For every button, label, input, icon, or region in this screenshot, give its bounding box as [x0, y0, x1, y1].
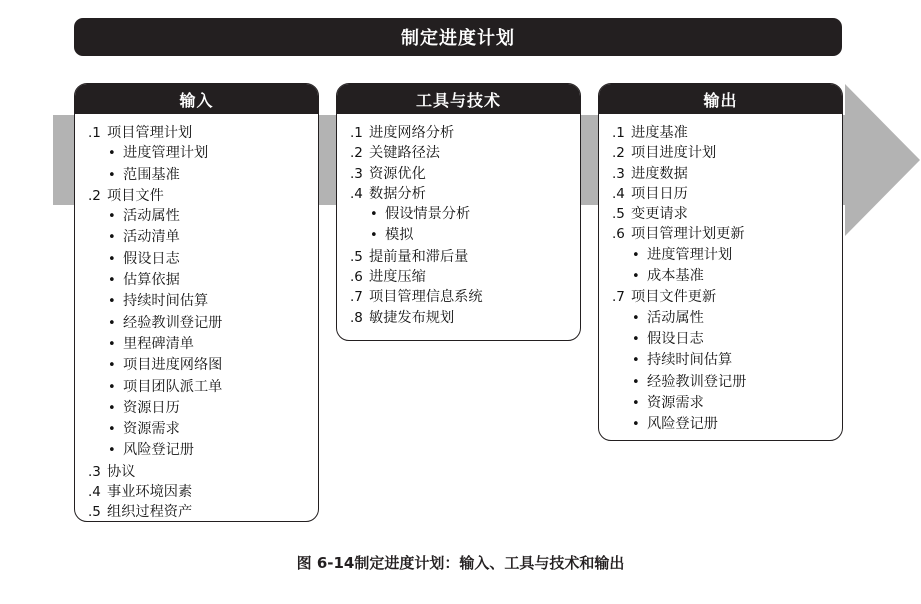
inputs-item-number: .1 [88, 125, 101, 141]
outputs-item-text: 持续时间估算 [647, 352, 733, 369]
bullet-icon: • [632, 269, 640, 285]
outputs-item-text: 项目日历 [631, 185, 688, 202]
diagram-title-text: 制定进度计划 [401, 28, 515, 49]
bullet-icon: • [108, 167, 116, 183]
outputs-item-text: 经验教训登记册 [647, 373, 747, 390]
inputs-item [88, 440, 318, 461]
outputs-item [612, 372, 842, 393]
tools-panel [336, 83, 581, 341]
diagram-title [74, 18, 842, 56]
inputs-item-text: 项目文件 [107, 187, 164, 204]
outputs-item-text: 活动属性 [647, 309, 704, 326]
outputs-item [612, 123, 842, 143]
outputs-item [612, 224, 842, 244]
bullet-icon: • [108, 146, 116, 162]
inputs-item-text: 进度管理计划 [123, 145, 209, 162]
bullet-icon: • [108, 273, 116, 289]
tools-item-text: 进度压缩 [369, 269, 426, 286]
bullet-icon: • [370, 207, 378, 223]
inputs-item-number: .2 [88, 187, 101, 204]
bullet-icon: • [632, 331, 640, 347]
outputs-item-text: 项目进度计划 [631, 145, 717, 162]
tools-item [350, 247, 580, 267]
bullet-icon: • [632, 417, 640, 433]
inputs-item [88, 291, 318, 312]
tools-item [350, 164, 580, 184]
outputs-item-text: 项目文件更新 [631, 289, 717, 306]
outputs-item-text: 进度基准 [631, 125, 688, 141]
tools-item-text: 数据分析 [369, 185, 426, 202]
tools-heading: 工具与技术 [337, 84, 580, 114]
outputs-item [612, 287, 842, 307]
tools-item-number: .2 [350, 145, 363, 162]
inputs-item-text: 假设日志 [123, 250, 180, 267]
outputs-item-number: .2 [612, 145, 625, 162]
inputs-item [88, 270, 318, 291]
inputs-item [88, 206, 318, 227]
bullet-icon: • [108, 400, 116, 416]
inputs-item-text: 范围基准 [123, 166, 180, 183]
tools-item-number: .4 [350, 185, 363, 202]
inputs-item [88, 502, 318, 522]
bullet-icon: • [632, 353, 640, 369]
inputs-item [88, 377, 318, 398]
outputs-item [612, 414, 842, 435]
inputs-list [75, 114, 318, 522]
outputs-item [612, 245, 842, 266]
outputs-item-number: .6 [612, 226, 625, 243]
bullet-icon: • [632, 395, 640, 411]
outputs-item [612, 393, 842, 414]
tools-item-text: 模拟 [385, 227, 414, 244]
tools-item [350, 123, 580, 143]
tools-list [337, 114, 580, 328]
outputs-item [612, 164, 842, 184]
tools-item [350, 267, 580, 287]
tools-item-number: .8 [350, 309, 363, 326]
inputs-item-text: 资源需求 [123, 421, 180, 438]
outputs-item-text: 进度管理计划 [647, 246, 733, 263]
outputs-item [612, 204, 842, 224]
bullet-icon: • [108, 315, 116, 331]
outputs-item [612, 143, 842, 163]
bullet-icon: • [108, 209, 116, 225]
outputs-list [599, 114, 842, 435]
inputs-item [88, 419, 318, 440]
outputs-item-number: .4 [612, 185, 625, 202]
inputs-item-number: .3 [88, 463, 101, 480]
inputs-item-text: 活动清单 [123, 229, 180, 246]
tools-item [350, 143, 580, 163]
tools-item-text: 进度网络分析 [369, 125, 455, 141]
inputs-item [88, 334, 318, 355]
inputs-item-text: 估算依据 [123, 272, 180, 289]
outputs-item-text: 风险登记册 [647, 416, 718, 433]
tools-item-text: 敏捷发布规划 [369, 309, 455, 326]
tools-item-number: .6 [350, 269, 363, 286]
figure-caption: 图 6-14制定进度计划：输入、工具与技术和输出 [296, 554, 625, 572]
outputs-item-text: 成本基准 [647, 268, 704, 285]
inputs-heading: 输入 [75, 84, 318, 114]
inputs-item-text: 项目团队派工单 [123, 378, 223, 395]
outputs-heading: 输出 [599, 84, 842, 114]
outputs-item-text: 项目管理计划更新 [631, 226, 745, 243]
bullet-icon: • [108, 251, 116, 267]
inputs-item-number: .5 [88, 504, 101, 521]
bullet-icon: • [108, 336, 116, 352]
bullet-icon: • [632, 247, 640, 263]
outputs-item [612, 329, 842, 350]
inputs-item-text: 风险登记册 [123, 442, 194, 459]
inputs-item [88, 313, 318, 334]
outputs-item [612, 266, 842, 287]
bullet-icon: • [108, 294, 116, 310]
tools-item-number: .7 [350, 289, 363, 306]
inputs-item-text: 事业环境因素 [107, 484, 193, 501]
inputs-item-number: .4 [88, 484, 101, 501]
inputs-item [88, 249, 318, 270]
outputs-item-number: .1 [612, 125, 625, 141]
bullet-icon: • [108, 379, 116, 395]
outputs-panel [598, 83, 843, 441]
tools-item-text: 提前量和滞后量 [369, 248, 469, 265]
tools-item-text: 项目管理信息系统 [369, 289, 483, 306]
inputs-item [88, 398, 318, 419]
outputs-item [612, 184, 842, 204]
inputs-item [88, 143, 318, 164]
inputs-item [88, 186, 318, 206]
inputs-item-text: 经验教训登记册 [123, 314, 223, 331]
inputs-item [88, 227, 318, 248]
bullet-icon: • [632, 374, 640, 390]
tools-item-text: 假设情景分析 [385, 206, 471, 223]
bullet-icon: • [108, 422, 116, 438]
tools-item-number: .3 [350, 165, 363, 182]
inputs-item-text: 资源日历 [123, 399, 180, 416]
inputs-item-text: 里程碑清单 [123, 335, 194, 352]
inputs-item-text: 项目管理计划 [107, 125, 193, 141]
outputs-item [612, 308, 842, 329]
outputs-item-text: 资源需求 [647, 394, 704, 411]
tools-item-text: 关键路径法 [369, 145, 440, 162]
outputs-item-text: 变更请求 [631, 206, 688, 223]
inputs-item-text: 活动属性 [123, 208, 180, 225]
inputs-item-text: 持续时间估算 [123, 293, 209, 310]
inputs-item [88, 165, 318, 186]
tools-item [350, 225, 580, 246]
inputs-item [88, 123, 318, 143]
inputs-item-text: 项目进度网络图 [123, 357, 223, 374]
bullet-icon: • [632, 310, 640, 326]
outputs-item-number: .7 [612, 289, 625, 306]
tools-item [350, 204, 580, 225]
tools-item [350, 287, 580, 307]
outputs-item [612, 350, 842, 371]
tools-item-number: .5 [350, 248, 363, 265]
inputs-panel [74, 83, 319, 522]
tools-item [350, 308, 580, 328]
bullet-icon: • [108, 358, 116, 374]
bullet-icon: • [370, 228, 378, 244]
outputs-item-number: .3 [612, 165, 625, 182]
inputs-item-text: 协议 [107, 463, 136, 480]
bullet-icon: • [108, 230, 116, 246]
inputs-item-text: 组织过程资产 [107, 504, 193, 521]
inputs-item [88, 462, 318, 482]
outputs-item-text: 假设日志 [647, 330, 704, 347]
tools-item [350, 184, 580, 204]
tools-item-text: 资源优化 [369, 165, 426, 182]
outputs-item-text: 进度数据 [631, 165, 688, 182]
inputs-item [88, 482, 318, 502]
tools-item-number: .1 [350, 125, 363, 141]
outputs-item-number: .5 [612, 206, 625, 223]
inputs-item [88, 355, 318, 376]
bullet-icon: • [108, 443, 116, 459]
